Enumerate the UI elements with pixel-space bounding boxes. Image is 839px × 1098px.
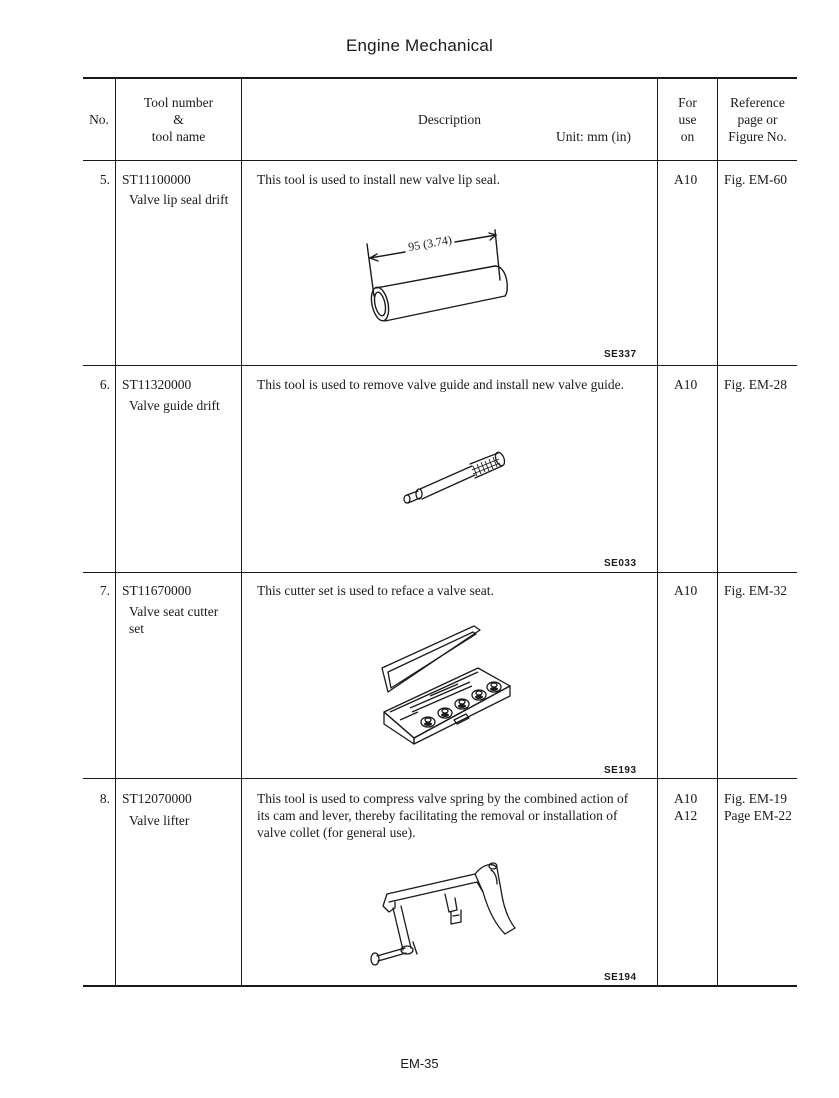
column-divider: [241, 79, 242, 985]
tool-description: This tool is used to remove valve guide and install new valve guide.: [257, 377, 625, 392]
figure-code: SE194: [604, 972, 637, 983]
row-divider: [83, 365, 797, 366]
header-tool-line3: tool name: [151, 129, 206, 144]
row-divider: [83, 572, 797, 573]
header-description: Description: [418, 112, 481, 127]
valve-lip-seal-drift-illustration: [355, 218, 525, 333]
tool-number: ST11100000: [122, 172, 191, 187]
column-divider: [115, 79, 116, 985]
tool-description: This cutter set is used to reface a valve seat.: [257, 583, 494, 598]
reference-line2: Page EM-22: [724, 808, 792, 823]
tool-number: ST11320000: [122, 377, 192, 392]
header-ref-line1: Reference: [730, 95, 785, 110]
header-bottom-rule: [83, 160, 797, 161]
dimension-label: 95 (3.74): [407, 232, 453, 254]
header-no: No.: [89, 112, 109, 127]
table-top-rule: [83, 77, 797, 79]
reference: Fig. EM-28: [724, 377, 788, 392]
use-on-line1: A10: [674, 791, 698, 806]
use-on-line2: A12: [674, 808, 698, 823]
table-bottom-rule: [83, 985, 797, 987]
header-tool-line2: &: [173, 112, 184, 127]
column-divider: [657, 79, 658, 985]
page-number: EM-35: [400, 1056, 439, 1071]
reference: Fig. EM-32: [724, 583, 788, 598]
page-title: Engine Mechanical: [345, 36, 494, 55]
header-unit: Unit: mm (in): [556, 129, 631, 144]
valve-guide-drift-illustration: [400, 448, 510, 513]
figure-code: SE337: [604, 349, 637, 360]
description-line1: This tool is used to compress valve spring by the combined action of: [257, 791, 629, 806]
tool-description: This tool is used to install new valve lip seal.: [257, 172, 500, 187]
use-on: A10: [674, 583, 698, 598]
header-for-line1: For: [678, 95, 697, 110]
row-number: 8.: [99, 791, 110, 806]
header-for-line2: use: [678, 112, 697, 127]
row-number: 5.: [99, 172, 110, 187]
header-tool-line1: Tool number: [143, 95, 214, 110]
valve-lifter-illustration: [365, 850, 535, 970]
description-line2: its cam and lever, thereby facilitating the removal or installation of: [257, 808, 618, 823]
reference: Fig. EM-60: [724, 172, 788, 187]
header-for-line3: on: [680, 129, 695, 144]
valve-seat-cutter-set-illustration: [370, 620, 525, 745]
tool-name-line1: Valve seat cutter: [129, 604, 219, 619]
header-ref-line3: Figure No.: [728, 129, 787, 144]
reference-line1: Fig. EM-19: [724, 791, 788, 806]
tool-number: ST11670000: [122, 583, 192, 598]
tool-name: Valve guide drift: [129, 398, 220, 413]
column-divider: [717, 79, 718, 985]
tool-number: ST12070000: [122, 791, 192, 806]
figure-code: SE033: [604, 558, 637, 569]
header-ref-line2: page or: [737, 112, 778, 127]
row-number: 6.: [99, 377, 110, 392]
figure-code: SE193: [604, 765, 637, 776]
row-divider: [83, 778, 797, 779]
tool-name-line2: set: [129, 621, 144, 636]
use-on: A10: [674, 377, 698, 392]
row-number: 7.: [99, 583, 110, 598]
use-on: A10: [674, 172, 698, 187]
description-line3: valve collet (for general use).: [257, 825, 416, 840]
tool-name: Valve lifter: [129, 813, 190, 828]
tool-name: Valve lip seal drift: [129, 192, 229, 207]
